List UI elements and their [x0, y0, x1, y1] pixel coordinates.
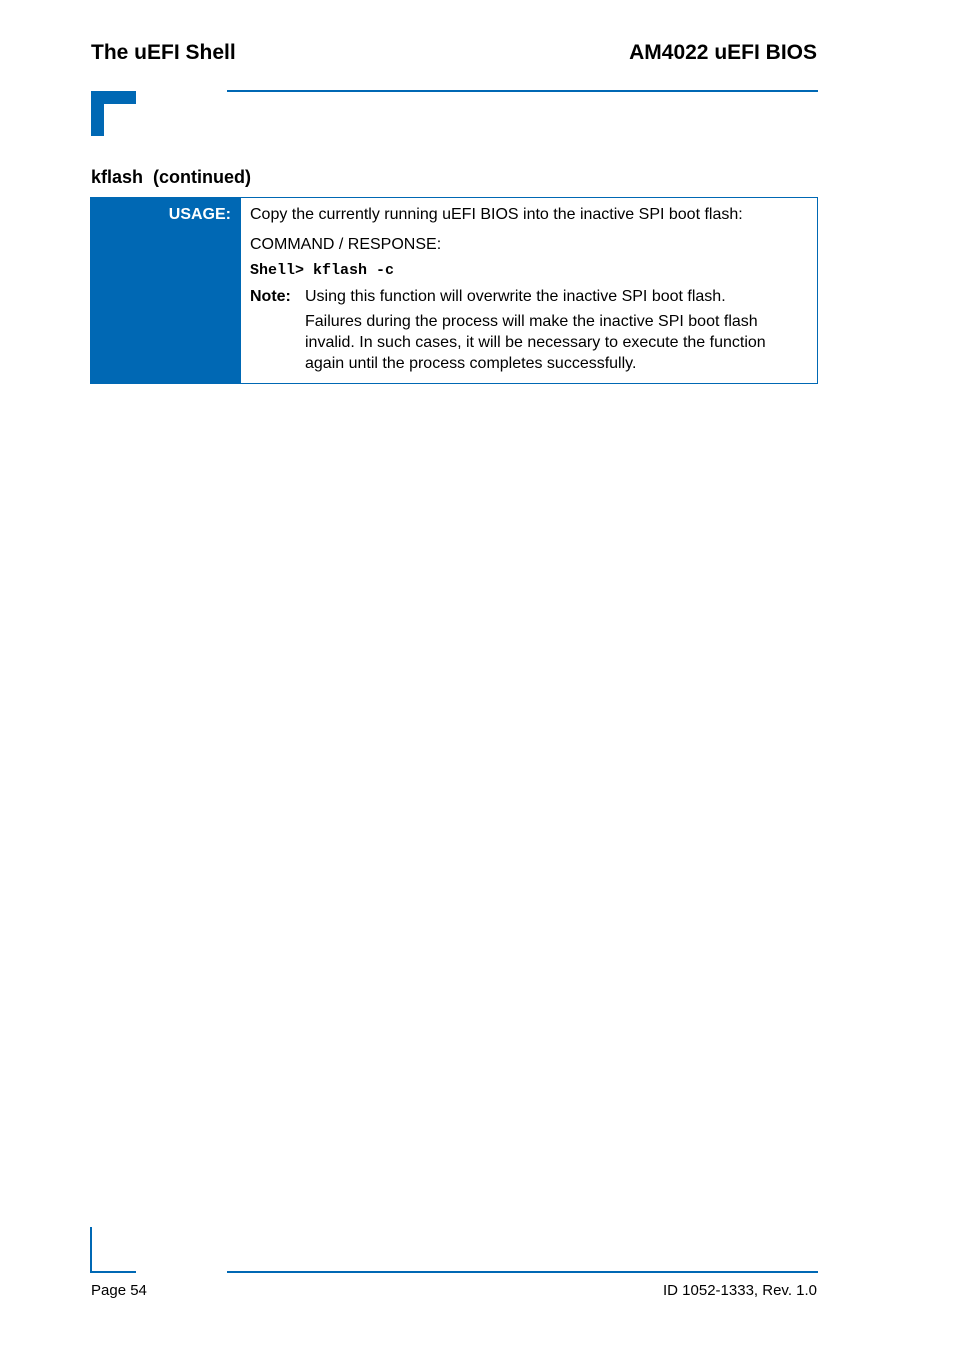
- usage-content-cell: [241, 198, 817, 383]
- note-line: again until the process completes successfully.: [305, 355, 637, 372]
- corner-mark-bottom: [90, 1227, 136, 1273]
- note-first-line: Using this function will overwrite the inactive SPI boot flash.: [305, 288, 726, 305]
- page-number: Page 54: [91, 1282, 147, 1299]
- header-rule: [227, 90, 818, 92]
- usage-label: USAGE:: [168, 206, 231, 223]
- note-body: [305, 286, 810, 374]
- section-title: kflash (continued): [91, 167, 252, 187]
- command-line: Shell> kflash -c: [250, 262, 395, 279]
- usage-label-cell: [91, 198, 241, 383]
- header-section-title: The uEFI Shell: [91, 41, 236, 64]
- corner-mark-top: [91, 91, 136, 136]
- note-label: Note:: [250, 288, 291, 305]
- note-line: invalid. In such cases, it will be necessary to execute the function: [305, 334, 766, 351]
- header-product-title: AM4022 uEFI BIOS: [629, 41, 817, 64]
- command-heading: COMMAND / RESPONSE:: [250, 236, 442, 253]
- usage-description: Copy the currently running uEFI BIOS into the inactive SPI boot flash:: [250, 206, 743, 223]
- document-id: ID 1052-1333, Rev. 1.0: [663, 1282, 817, 1299]
- footer-rule: [227, 1271, 818, 1273]
- note-line: Failures during the process will make the inactive SPI boot flash: [305, 313, 758, 330]
- usage-table: [90, 197, 818, 384]
